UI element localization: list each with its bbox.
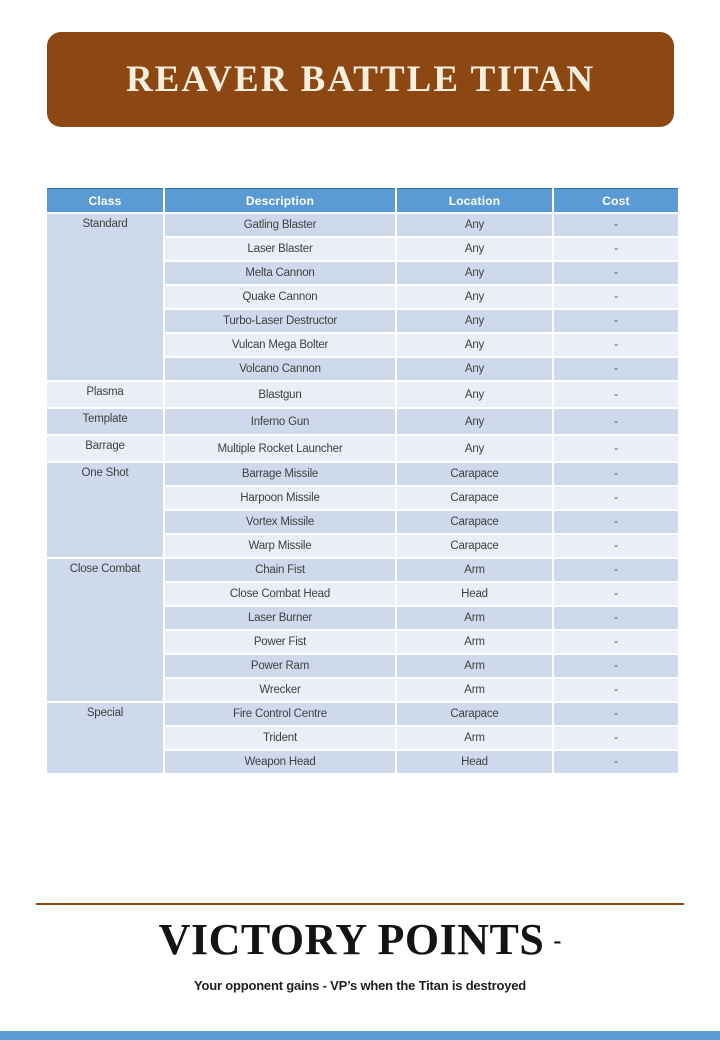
cell-description: Power Fist — [164, 630, 396, 654]
cell-location: Any — [396, 261, 553, 285]
cell-cost: - — [553, 381, 679, 408]
cell-description: Vulcan Mega Bolter — [164, 333, 396, 357]
cell-cost: - — [553, 237, 679, 261]
cell-description: Chain Fist — [164, 558, 396, 582]
cell-description: Blastgun — [164, 381, 396, 408]
table-row — [46, 702, 679, 726]
column-header-location: Location — [396, 189, 553, 214]
cell-location: Any — [396, 309, 553, 333]
victory-points-heading — [0, 914, 720, 965]
table-body — [46, 213, 679, 774]
victory-points-subtitle: Your opponent gains - VP’s when the Titan is destroyed — [193, 978, 527, 993]
cell-description: Weapon Head — [164, 750, 396, 774]
cell-cost: - — [553, 486, 679, 510]
cell-cost: - — [553, 654, 679, 678]
table-row — [46, 213, 679, 237]
cell-location: Any — [396, 381, 553, 408]
cell-class: Template — [46, 408, 164, 435]
cell-description: Laser Burner — [164, 606, 396, 630]
cell-description: Vortex Missile — [164, 510, 396, 534]
cell-location: Arm — [396, 606, 553, 630]
cell-cost: - — [553, 606, 679, 630]
cell-cost: - — [553, 582, 679, 606]
title-banner — [47, 32, 674, 127]
cell-cost: - — [553, 726, 679, 750]
cell-location: Head — [396, 582, 553, 606]
cell-location: Head — [396, 750, 553, 774]
cell-cost: - — [553, 510, 679, 534]
cell-cost: - — [553, 534, 679, 558]
bottom-blue-bar — [0, 1031, 720, 1040]
cell-class: Standard — [46, 213, 164, 381]
cell-class: One Shot — [46, 462, 164, 558]
victory-points-title: VICTORY POINTS — [158, 915, 545, 964]
cell-description: Laser Blaster — [164, 237, 396, 261]
weapons-table — [45, 188, 680, 775]
cell-description: Harpoon Missile — [164, 486, 396, 510]
cell-location: Arm — [396, 654, 553, 678]
cell-location: Carapace — [396, 462, 553, 486]
cell-class: Barrage — [46, 435, 164, 462]
cell-cost: - — [553, 285, 679, 309]
cell-cost: - — [553, 750, 679, 774]
cell-cost: - — [553, 261, 679, 285]
table-header-row — [46, 189, 679, 214]
cell-location: Carapace — [396, 702, 553, 726]
table-row — [46, 435, 679, 462]
cell-cost: - — [553, 309, 679, 333]
cell-location: Arm — [396, 726, 553, 750]
cell-class: Special — [46, 702, 164, 774]
cell-class: Plasma — [46, 381, 164, 408]
cell-description: Wrecker — [164, 678, 396, 702]
cell-location: Any — [396, 408, 553, 435]
cell-cost: - — [553, 357, 679, 381]
cell-description: Turbo-Laser Destructor — [164, 309, 396, 333]
cell-location: Any — [396, 357, 553, 381]
cell-location: Any — [396, 213, 553, 237]
cell-cost: - — [553, 678, 679, 702]
cell-cost: - — [553, 333, 679, 357]
column-header-description: Description — [164, 189, 396, 214]
cell-description: Melta Cannon — [164, 261, 396, 285]
cell-location: Any — [396, 333, 553, 357]
cell-description: Fire Control Centre — [164, 702, 396, 726]
column-header-cost: Cost — [553, 189, 679, 214]
cell-description: Close Combat Head — [164, 582, 396, 606]
page-title: REAVER BATTLE TITAN — [125, 59, 596, 100]
cell-description: Quake Cannon — [164, 285, 396, 309]
cell-location: Any — [396, 285, 553, 309]
cell-location: Carapace — [396, 486, 553, 510]
cell-location: Carapace — [396, 534, 553, 558]
cell-cost: - — [553, 558, 679, 582]
cell-description: Barrage Missile — [164, 462, 396, 486]
footer-divider — [36, 903, 684, 905]
cell-class: Close Combat — [46, 558, 164, 702]
cell-description: Gatling Blaster — [164, 213, 396, 237]
cell-location: Arm — [396, 630, 553, 654]
cell-location: Carapace — [396, 510, 553, 534]
cell-description: Trident — [164, 726, 396, 750]
table-row — [46, 408, 679, 435]
cell-cost: - — [553, 213, 679, 237]
cell-cost: - — [553, 408, 679, 435]
victory-points-value: - — [553, 928, 562, 954]
table-row — [46, 558, 679, 582]
table-row — [46, 381, 679, 408]
cell-description: Volcano Cannon — [164, 357, 396, 381]
cell-description: Inferno Gun — [164, 408, 396, 435]
cell-location: Any — [396, 237, 553, 261]
cell-description: Warp Missile — [164, 534, 396, 558]
cell-cost: - — [553, 702, 679, 726]
table-row — [46, 462, 679, 486]
cell-description: Multiple Rocket Launcher — [164, 435, 396, 462]
cell-cost: - — [553, 462, 679, 486]
column-header-class: Class — [46, 189, 164, 214]
cell-location: Any — [396, 435, 553, 462]
cell-description: Power Ram — [164, 654, 396, 678]
cell-cost: - — [553, 435, 679, 462]
cell-cost: - — [553, 630, 679, 654]
cell-location: Arm — [396, 678, 553, 702]
cell-location: Arm — [396, 558, 553, 582]
